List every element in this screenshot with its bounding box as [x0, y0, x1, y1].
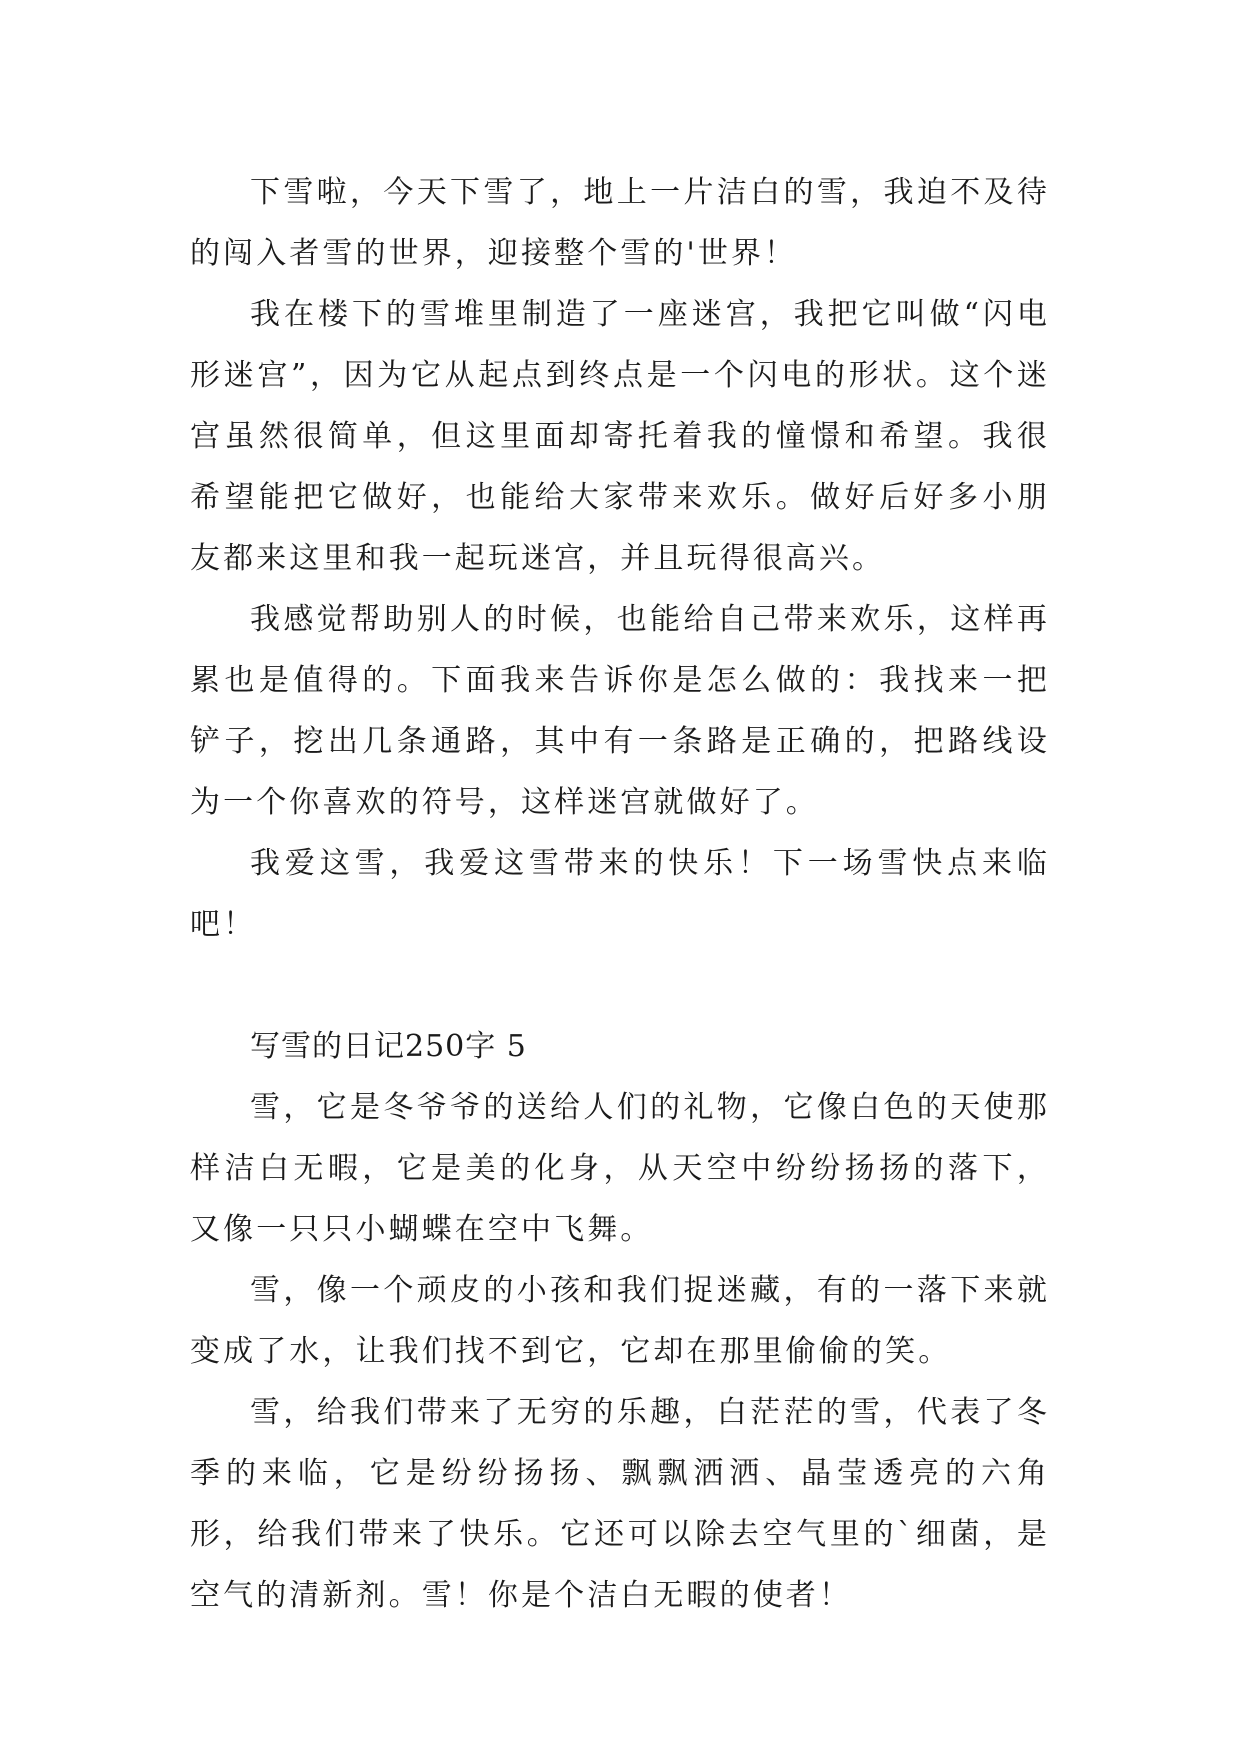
document-page: [190, 162, 1050, 1626]
paragraph-5: 雪，它是冬爷爷的送给人们的礼物，它像白色的天使那样洁白无暇，它是美的化身，从天空中纷纷扬扬的落下，又像一只只小蝴蝶在空中飞舞。: [190, 1090, 1050, 1247]
paragraph-6: 雪，像一个顽皮的小孩和我们捉迷藏，有的一落下来就变成了水，让我们找不到它，它却在那里偷偷的笑。: [190, 1273, 1050, 1369]
paragraph-4: 我爱这雪，我爱这雪带来的快乐！下一场雪快点来临吧！: [190, 846, 1050, 942]
paragraph-7: 雪，给我们带来了无穷的乐趣，白茫茫的雪，代表了冬季的来临，它是纷纷扬扬、飘飘洒洒、晶莹透亮的六角形，给我们带来了快乐。它还可以除去空气里的`细菌，是空气的清新剂。雪！你是个洁白无暇的使者！: [190, 1395, 1050, 1613]
section-title: 写雪的日记250字 5: [250, 1029, 527, 1064]
paragraph-3: 我感觉帮助别人的时候，也能给自己带来欢乐，这样再累也是值得的。下面我来告诉你是怎么做的：我找来一把铲子，挖出几条通路，其中有一条路是正确的，把路线设为一个你喜欢的符号，这样迷宫就做好了。: [190, 602, 1050, 820]
paragraph-2: 我在楼下的雪堆里制造了一座迷宫，我把它叫做“闪电形迷宫”，因为它从起点到终点是一个闪电的形状。这个迷宫虽然很简单，但这里面却寄托着我的憧憬和希望。我很希望能把它做好，也能给大家带来欢乐。做好后好多小朋友都来这里和我一起玩迷宫，并且玩得很高兴。: [190, 297, 1050, 576]
paragraph-1: 下雪啦，今天下雪了，地上一片洁白的雪，我迫不及待的闯入者雪的世界，迎接整个雪的'世界！: [190, 175, 1050, 271]
